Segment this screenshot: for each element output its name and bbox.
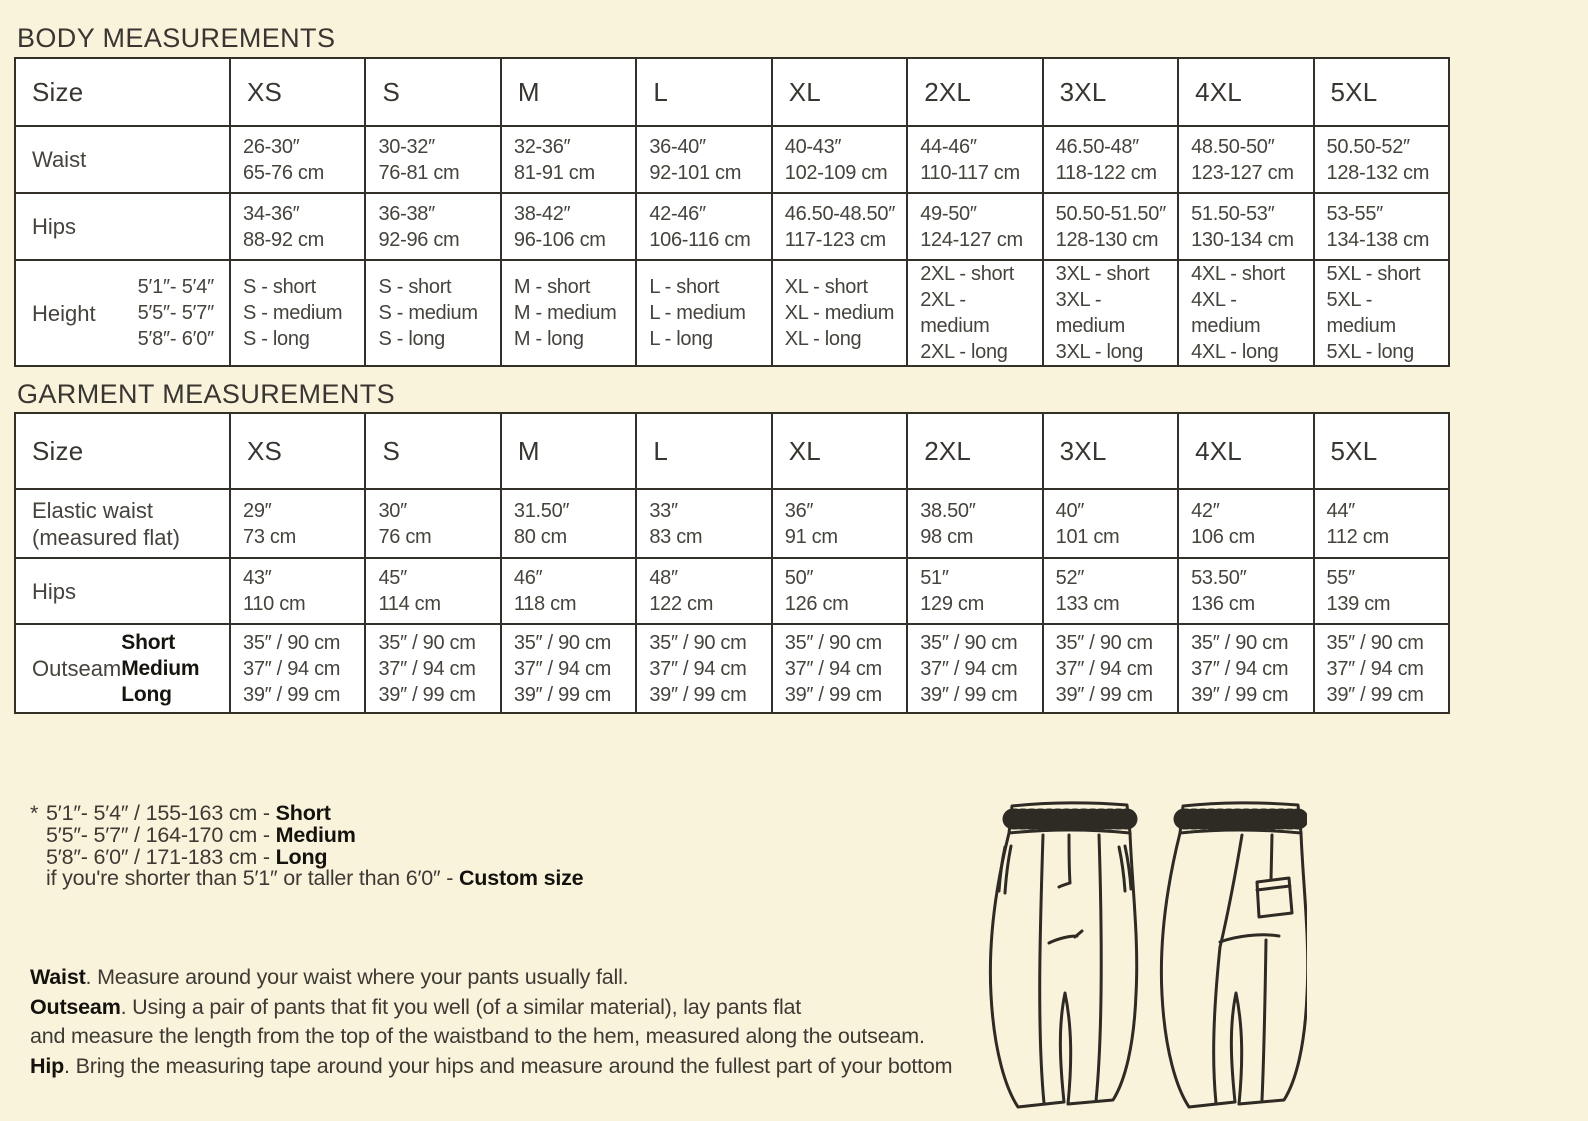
cell-waist-4xl: 48.50-50″ 123-127 cm (1178, 126, 1313, 193)
instruction-term: Hip (30, 1053, 65, 1078)
cell-hips-4xl: 53.50″ 136 cm (1178, 558, 1313, 624)
column-header-size: Size (15, 413, 230, 489)
column-header-l: L (636, 413, 771, 489)
cell-waist-xl: 40-43″ 102-109 cm (772, 126, 907, 193)
cell-hips-s: 45″ 114 cm (365, 558, 500, 624)
footnote-text: 5′8″- 6′0″ / 171-183 cm - (46, 844, 276, 869)
footnote-text: 5′1″- 5′4″ / 155-163 cm - (46, 801, 276, 825)
cell-outseam-3xl: 35″ / 90 cm 37″ / 94 cm 39″ / 99 cm (1043, 624, 1178, 713)
cell-height-xs: S - short S - medium S - long (230, 260, 365, 366)
cell-elastic-waist-s: 30″ 76 cm (365, 489, 500, 558)
cell-elastic-waist-xs: 29″ 73 cm (230, 489, 365, 558)
column-header-3xl: 3XL (1043, 58, 1178, 126)
row-label-elastic-waist: Elastic waist (measured flat) (15, 489, 230, 558)
cell-outseam-xs: 35″ / 90 cm 37″ / 94 cm 39″ / 99 cm (230, 624, 365, 713)
pants-back-view-icon (1161, 803, 1307, 1107)
cell-waist-xs: 26-30″ 65-76 cm (230, 126, 365, 193)
cell-elastic-waist-2xl: 38.50″ 98 cm (907, 489, 1042, 558)
instruction-line (30, 1022, 952, 1052)
cell-hips-l: 42-46″ 106-116 cm (636, 193, 771, 260)
body-measurements-title: BODY MEASUREMENTS (17, 23, 336, 53)
instruction-term: Outseam (30, 994, 121, 1019)
column-header-s: S (365, 413, 500, 489)
cell-outseam-xl: 35″ / 90 cm 37″ / 94 cm 39″ / 99 cm (772, 624, 907, 713)
table-row-outseam (15, 624, 1449, 713)
column-header-4xl: 4XL (1178, 58, 1313, 126)
cell-waist-5xl: 50.50-52″ 128-132 cm (1314, 126, 1450, 193)
cell-height-xl: XL - short XL - medium XL - long (772, 260, 907, 366)
garment-measurements-table (14, 412, 1450, 714)
cell-hips-l: 48″ 122 cm (636, 558, 771, 624)
column-header-s: S (365, 58, 500, 126)
cell-outseam-4xl: 35″ / 90 cm 37″ / 94 cm 39″ / 99 cm (1178, 624, 1313, 713)
cell-outseam-s: 35″ / 90 cm 37″ / 94 cm 39″ / 99 cm (365, 624, 500, 713)
cell-height-3xl: 3XL - short 3XL - medium 3XL - long (1043, 260, 1178, 366)
row-sublabels: Short Medium Long (121, 630, 200, 706)
cell-hips-xs: 34-36″ 88-92 cm (230, 193, 365, 260)
cell-hips-4xl: 51.50-53″ 130-134 cm (1178, 193, 1313, 260)
cell-outseam-l: 35″ / 90 cm 37″ / 94 cm 39″ / 99 cm (636, 624, 771, 713)
row-label-text: Outseam (32, 656, 122, 681)
cell-hips-5xl: 53-55″ 134-138 cm (1314, 193, 1450, 260)
column-header-2xl: 2XL (907, 58, 1042, 126)
column-header-xl: XL (772, 413, 907, 489)
instruction-line (30, 993, 952, 1023)
cell-elastic-waist-3xl: 40″ 101 cm (1043, 489, 1178, 558)
instruction-line (30, 1052, 952, 1082)
instruction-text: . Measure around your waist where your pants usually fall. (85, 965, 629, 989)
column-header-l: L (636, 58, 771, 126)
table-row-height (15, 260, 1449, 366)
cell-hips-xl: 50″ 126 cm (772, 558, 907, 624)
column-header-5xl: 5XL (1314, 58, 1450, 126)
footnote-term: Medium (275, 822, 356, 847)
column-header-xs: XS (230, 58, 365, 126)
row-label-hips: Hips (15, 558, 230, 624)
row-label-waist: Waist (15, 126, 230, 193)
column-header-size: Size (15, 58, 230, 126)
cell-hips-xl: 46.50-48.50″ 117-123 cm (772, 193, 907, 260)
instruction-text: . Using a pair of pants that fit you well (of a similar material), lay pants flat (120, 994, 802, 1019)
footnote-term: Custom size (458, 866, 584, 891)
cell-waist-s: 30-32″ 76-81 cm (365, 126, 500, 193)
cell-height-5xl: 5XL - short 5XL - medium 5XL - long (1314, 260, 1450, 366)
body-measurements-table (14, 57, 1450, 367)
column-header-2xl: 2XL (907, 413, 1042, 489)
instruction-term: Waist (30, 965, 86, 989)
cell-waist-m: 32-36″ 81-91 cm (501, 126, 636, 193)
cell-height-m: M - short M - medium M - long (501, 260, 636, 366)
cell-hips-s: 36-38″ 92-96 cm (365, 193, 500, 260)
row-label-hips: Hips (15, 193, 230, 260)
cell-hips-2xl: 49-50″ 124-127 cm (907, 193, 1042, 260)
cell-hips-m: 38-42″ 96-106 cm (501, 193, 636, 260)
cell-hips-5xl: 55″ 139 cm (1314, 558, 1450, 624)
footnote-line (30, 822, 583, 847)
cell-outseam-2xl: 35″ / 90 cm 37″ / 94 cm 39″ / 99 cm (907, 624, 1042, 713)
cell-hips-2xl: 51″ 129 cm (907, 558, 1042, 624)
cell-hips-3xl: 50.50-51.50″ 128-130 cm (1043, 193, 1178, 260)
pants-front-view-icon (990, 803, 1136, 1107)
column-header-xl: XL (772, 58, 907, 126)
footnote-line (30, 803, 583, 825)
footnote-term: Short (275, 801, 331, 825)
footnote-text: if you're shorter than 5′1″ or taller than 6′0″ - (46, 866, 459, 891)
table-row-hips (15, 558, 1449, 624)
cell-height-l: L - short L - medium L - long (636, 260, 771, 366)
instruction-text: and measure the length from the top of the waistband to the hem, measured along the outseam. (30, 1024, 925, 1048)
column-header-4xl: 4XL (1178, 413, 1313, 489)
table-row-elastic-waist (15, 489, 1449, 558)
header-row (15, 58, 1449, 126)
cell-height-s: S - short S - medium S - long (365, 260, 500, 366)
table-row-hips (15, 193, 1449, 260)
cell-elastic-waist-5xl: 44″ 112 cm (1314, 489, 1450, 558)
height-footnote (30, 803, 583, 890)
column-header-5xl: 5XL (1314, 413, 1450, 489)
cell-outseam-5xl: 35″ / 90 cm 37″ / 94 cm 39″ / 99 cm (1314, 624, 1450, 713)
cell-height-4xl: 4XL - short 4XL - medium 4XL - long (1178, 260, 1313, 366)
footnote-line (30, 844, 583, 869)
footnote-term: Long (275, 844, 328, 869)
pants-line-drawing (977, 790, 1307, 1115)
cell-outseam-m: 35″ / 90 cm 37″ / 94 cm 39″ / 99 cm (501, 624, 636, 713)
cell-waist-2xl: 44-46″ 110-117 cm (907, 126, 1042, 193)
row-label-text: Height (32, 300, 96, 326)
cell-elastic-waist-xl: 36″ 91 cm (772, 489, 907, 558)
column-header-3xl: 3XL (1043, 413, 1178, 489)
measuring-instructions (30, 963, 952, 1081)
table-row-waist (15, 126, 1449, 193)
cell-elastic-waist-4xl: 42″ 106 cm (1178, 489, 1313, 558)
instruction-line (30, 963, 952, 993)
column-header-m: M (501, 413, 636, 489)
row-sublabels: 5′1″- 5′4″ 5′5″- 5′7″ 5′8″- 6′0″ (137, 276, 214, 350)
cell-hips-xs: 43″ 110 cm (230, 558, 365, 624)
footnote-line (30, 868, 583, 890)
cell-hips-m: 46″ 118 cm (501, 558, 636, 624)
cell-waist-3xl: 46.50-48″ 118-122 cm (1043, 126, 1178, 193)
header-row (15, 413, 1449, 489)
column-header-m: M (501, 58, 636, 126)
row-label-height (15, 260, 230, 366)
cell-height-2xl: 2XL - short 2XL - medium 2XL - long (907, 260, 1042, 366)
cell-elastic-waist-m: 31.50″ 80 cm (501, 489, 636, 558)
cell-elastic-waist-l: 33″ 83 cm (636, 489, 771, 558)
footnote-text: 5′5″- 5′7″ / 164-170 cm - (46, 822, 276, 847)
garment-measurements-title: GARMENT MEASUREMENTS (17, 379, 396, 409)
cell-waist-l: 36-40″ 92-101 cm (636, 126, 771, 193)
instruction-text: . Bring the measuring tape around your hips and measure around the fullest part of your bottom (64, 1053, 953, 1078)
column-header-xs: XS (230, 413, 365, 489)
row-label-outseam (15, 624, 230, 713)
asterisk: * (30, 801, 39, 825)
cell-hips-3xl: 52″ 133 cm (1043, 558, 1178, 624)
